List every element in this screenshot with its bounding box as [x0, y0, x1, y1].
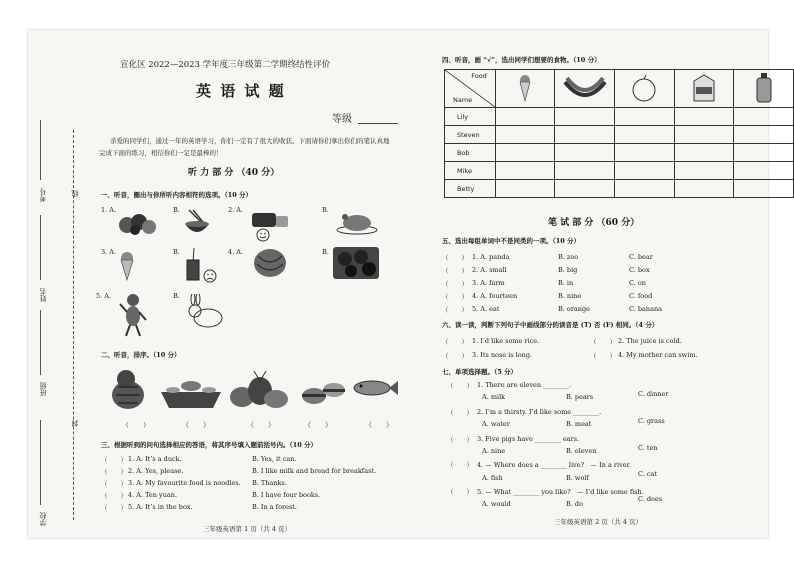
smiley-face-icon [256, 227, 270, 241]
sidebar-banji: 班级 [39, 382, 47, 396]
watermelon-icon [253, 248, 287, 278]
vegetables-icon [228, 367, 290, 411]
s7-row-4-q: 4. — Where does a ________ live? — In a river. [477, 461, 632, 469]
noodle-bowl-icon [183, 208, 211, 240]
food-col-apple [615, 70, 675, 108]
s3-row-4-b: B. I have four books. [252, 491, 321, 499]
s5-row-1-c: C. bear [629, 253, 653, 261]
s6-row-3-paren[interactable]: （ ） [442, 352, 468, 360]
s2-blank-2[interactable]: （ ） [182, 421, 210, 429]
dinner-table-icon [159, 372, 223, 410]
bread-loaf-icon [250, 210, 290, 230]
food-name-header-cell [445, 70, 496, 108]
s5-row-5-paren[interactable]: （ ） [442, 306, 468, 314]
binding-dashed-line [73, 130, 74, 520]
table-row [445, 144, 794, 162]
s1-item-4-b: B. [322, 248, 329, 256]
s2-title: 二、听音，排序。（10 分） [101, 351, 181, 359]
s1-item-1-b: B. [173, 206, 180, 214]
s7-row-3-paren[interactable]: （ ） [447, 436, 473, 444]
s7-row-5-paren[interactable]: （ ） [447, 488, 473, 496]
s3-row-1-paren[interactable]: （ ） [101, 456, 127, 464]
grade-underline [358, 123, 398, 124]
sidebar-xingming-line [40, 215, 41, 280]
s7-row-5-b: B. do [566, 500, 583, 508]
s7-row-2-paren[interactable]: （ ） [447, 409, 473, 417]
s5-row-4-paren[interactable]: （ ） [442, 293, 468, 301]
sidebar-xingming: 姓名 [39, 288, 47, 302]
rabbit-icon [186, 294, 226, 330]
s7-row-1-a: A. milk [482, 393, 506, 401]
sidebar-kaohao: 考号 [39, 188, 47, 202]
sidebar-feng: 封 [71, 420, 79, 427]
sidebar-banji-line [40, 310, 41, 375]
listening-section-title: 听 力 部 分 （40 分） [188, 168, 280, 178]
s7-row-2-q: 2. I’m a thirsty. I’d like some ________. [477, 408, 602, 416]
monkey-icon [118, 292, 148, 338]
s7-row-2-b: B. meat [566, 420, 592, 428]
s7-row-2-a: A. water [482, 420, 510, 428]
intro-line-1: 亲爱的同学们，通过一年的英语学习，你们一定有了很大的收获。下面请你们拿出你们的笔认真地 [110, 137, 390, 145]
s7-row-1-c: C. dinner [638, 390, 669, 398]
s3-row-5-a: 5. A. It’s in the box. [128, 503, 193, 511]
s5-row-3-c: C. on [629, 279, 646, 287]
s3-row-1-a: 1. A. It’s a duck. [128, 455, 182, 463]
s3-title: 三、根据听到的问句选择相应的答语，将其序号填入题前括号内。（10 分） [101, 441, 318, 449]
exam-title-line: 宣化区 2022—2023 学年度三年级第二学期终结性评价 [120, 60, 331, 70]
juice-glass-icon [184, 248, 202, 282]
bottle-icon [753, 72, 775, 104]
s1-item-5-b: B. [173, 292, 180, 300]
ice-cream-icon [119, 250, 135, 282]
burgers-icon [300, 378, 346, 408]
s3-row-3-b: B. Thanks. [252, 479, 287, 487]
s3-row-2-b: B. I like milk and bread for breakfast. [252, 467, 377, 475]
s6-row-3-text: 3. Its nose is long. [472, 351, 533, 359]
s6-title: 六、读一读，判断下列句子中画线部分的读音是 (T) 否 (F) 相同。（4 分） [442, 321, 659, 329]
s5-title: 五、选出每组单词中不是同类的一项。（10 分） [442, 237, 581, 245]
s3-row-1-b: B. Yes, it can. [252, 455, 297, 463]
s5-row-2-b: B. big [558, 266, 578, 274]
s7-row-4-b: B. wolf [566, 474, 589, 482]
fruit-pile-icon [117, 210, 157, 236]
s7-row-1-q: 1. There are eleven ________. [477, 381, 572, 389]
ice-cream-icon [518, 73, 532, 103]
s6-row-2-text: 2. The juice is cold. [618, 337, 682, 345]
s6-row-4-text: 4. My mother can swim. [618, 351, 698, 359]
s7-row-4-paren[interactable]: （ ） [447, 461, 473, 469]
s5-row-3-paren[interactable]: （ ） [442, 280, 468, 288]
s5-row-1-b: B. zoo [558, 253, 579, 261]
s5-row-5-a: 5. A. eat [472, 305, 500, 313]
apple-icon [631, 74, 657, 102]
s7-row-5-a: A. would [482, 500, 511, 508]
food-col-bottle [734, 70, 794, 108]
s5-row-1-paren[interactable]: （ ） [442, 254, 468, 262]
sidebar-kaohao-line [40, 120, 41, 180]
food-header-label: Food [471, 72, 487, 80]
name-cell: Lily [445, 108, 496, 126]
s3-row-4-a: 4. A. Ten yuan. [128, 491, 178, 499]
sad-face-icon [203, 268, 217, 282]
s5-row-2-c: C. box [629, 266, 650, 274]
grade-label: 等级 [332, 114, 352, 125]
s2-blank-1[interactable]: （ ） [122, 421, 150, 429]
s7-row-3-q: 3. Five pigs have ________ ears. [477, 435, 580, 443]
table-row [445, 180, 794, 198]
s3-row-2-paren[interactable]: （ ） [101, 468, 127, 476]
s1-title: 一、听音，圈出与你所听内容相符的选项。（10 分） [101, 191, 253, 199]
food-col-ice-cream [495, 70, 554, 108]
s7-row-4-c: C. cat [638, 470, 658, 478]
s7-row-2-c: C. grass [638, 417, 665, 425]
s1-item-5-a: 5. A. [96, 292, 112, 300]
s7-row-1-paren[interactable]: （ ） [447, 382, 473, 390]
table-row [445, 126, 794, 144]
name-cell: Mike [445, 162, 496, 180]
footer-left: 三年级英语第 1 页（共 4 页） [203, 525, 292, 533]
s1-item-2-b: B. [322, 206, 329, 214]
sidebar-xuexiao: 学校 [39, 512, 47, 526]
sidebar-xian: 线 [71, 190, 79, 197]
s1-item-3-a: 3. A. [101, 248, 117, 256]
table-row [445, 162, 794, 180]
s5-row-3-b: B. in [558, 279, 574, 287]
s7-row-4-a: A. fish [482, 474, 503, 482]
s5-row-4-a: 4. A. fourteen [472, 292, 518, 300]
s1-item-4-a: 4. A. [228, 248, 244, 256]
s2-blank-4[interactable]: （ ） [304, 421, 332, 429]
s5-row-2-a: 2. A. small [472, 266, 507, 274]
name-cell: Bob [445, 144, 496, 162]
s6-row-1-paren[interactable]: （ ） [442, 338, 468, 346]
s5-row-5-b: B. orange [558, 305, 590, 313]
milk-carton-icon [691, 73, 717, 103]
s5-row-4-c: C. food [629, 292, 653, 300]
s2-blank-5[interactable]: （ ） [365, 421, 393, 429]
food-survey-table [444, 69, 794, 198]
s5-row-3-a: 3. A. farm [472, 279, 505, 287]
s5-row-5-c: C. banana [629, 305, 663, 313]
s7-row-1-b: B. pears [566, 393, 594, 401]
writing-section-title: 笔 试 部 分 （60 分） [548, 218, 640, 228]
subject-title: 英 语 试 题 [196, 82, 286, 100]
footer-right: 三年级英语第 2 页（共 4 页） [554, 518, 643, 526]
s6-row-4-paren[interactable]: （ ） [590, 352, 616, 360]
bananas-icon [563, 74, 607, 102]
s3-row-3-a: 3. A. My favourite food is noodles. [128, 479, 241, 487]
s7-row-3-b: B. eleven [566, 447, 597, 455]
s3-row-3-paren[interactable]: （ ） [101, 480, 127, 488]
s5-row-1-a: 1. A. panda [472, 253, 510, 261]
s3-row-2-a: 2. A. Yes, please. [128, 467, 184, 475]
roast-chicken-icon [335, 210, 379, 236]
tiger-icon [104, 367, 150, 413]
s6-row-2-paren[interactable]: （ ） [590, 338, 616, 346]
table-row [445, 108, 794, 126]
name-cell: Steven [445, 126, 496, 144]
s7-row-5-q: 5. — What ________ you like? — I’d like some fish. [477, 488, 644, 496]
s1-item-2-a: 2. A. [228, 206, 244, 214]
s5-row-2-paren[interactable]: （ ） [442, 267, 468, 275]
s7-row-5-c: C. does [638, 495, 663, 503]
name-cell: Betty [445, 180, 496, 198]
name-header-label: Name [453, 96, 473, 104]
s1-item-1-a: 1. A. [101, 206, 117, 214]
food-col-milk [674, 70, 734, 108]
intro-line-2: 完成下面的练习，相信你们一定是最棒的！ [99, 149, 223, 157]
fish-icon [352, 377, 398, 399]
s7-row-3-c: C. ten [638, 444, 658, 452]
s1-item-3-b: B. [173, 248, 180, 256]
s3-row-5-paren[interactable]: （ ） [101, 504, 127, 512]
s7-row-3-a: A. nine [482, 447, 506, 455]
s5-row-4-b: B. nine [558, 292, 582, 300]
s4-title: 四、听音，画 “√”，选出同学们想要的食物。（10 分） [442, 56, 601, 64]
s7-title: 七、单项选择题。（5 分） [442, 368, 518, 376]
grapes-icon [333, 247, 379, 279]
s2-blank-3[interactable]: （ ） [247, 421, 275, 429]
s3-row-5-b: B. In a forest. [252, 503, 297, 511]
s6-row-1-text: 1. I’d like some rice. [472, 337, 540, 345]
food-col-bananas [555, 70, 615, 108]
sidebar-xuexiao-line [40, 420, 41, 505]
s3-row-4-paren[interactable]: （ ） [101, 492, 127, 500]
